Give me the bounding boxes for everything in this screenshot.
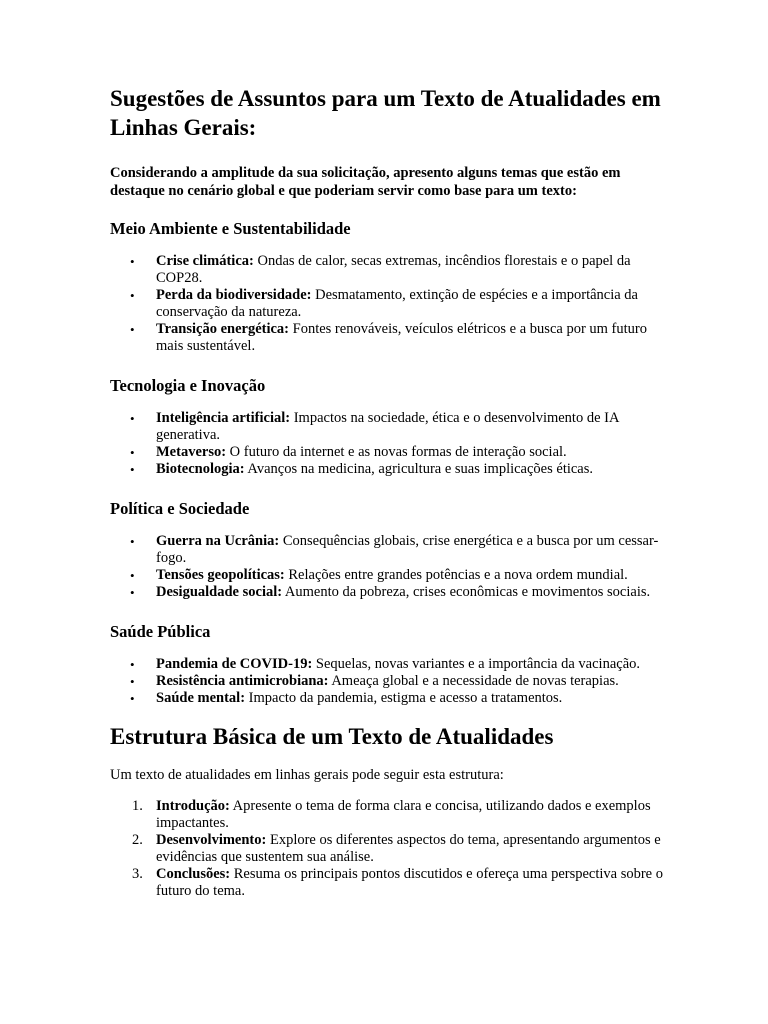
list-item — [110, 798, 670, 832]
bullet-icon: • — [130, 254, 135, 269]
list-number: 1. — [132, 798, 143, 814]
bullet-icon: • — [130, 585, 135, 600]
bullet-icon: • — [130, 657, 135, 672]
item-term: Crise climática: — [156, 253, 254, 269]
bullet-icon: • — [130, 445, 135, 460]
structure-heading: Estrutura Básica de um Texto de Atualidades — [110, 724, 554, 749]
item-term: Desigualdade social: — [156, 584, 283, 600]
item-text: Impactos na sociedade, ética e o desenvolvimento de IA generativa. — [156, 410, 619, 443]
list-item — [110, 567, 670, 584]
item-text: Fontes renováveis, veículos elétricos e a busca por um futuro mais sustentável. — [156, 321, 647, 354]
list-item — [110, 287, 670, 321]
bullet-icon: • — [130, 462, 135, 477]
item-text: O futuro da internet e as novas formas de interação social. — [226, 444, 567, 460]
item-term: Introdução: — [156, 798, 230, 814]
item-term: Metaverso: — [156, 444, 227, 460]
bullet-icon: • — [130, 534, 135, 549]
section-heading-saude: Saúde Pública — [110, 622, 211, 641]
item-text: Resuma os principais pontos discutidos e ofereça uma perspectiva sobre o futuro do tema. — [156, 866, 663, 899]
list-item — [110, 832, 670, 866]
list-item — [110, 673, 670, 690]
item-term: Conclusões: — [156, 866, 231, 882]
list-item — [110, 584, 670, 601]
list-item — [110, 253, 670, 287]
item-term: Guerra na Ucrânia: — [156, 533, 280, 549]
bullet-icon: • — [130, 411, 135, 426]
item-text: Avanços na medicina, agricultura e suas implicações éticas. — [244, 461, 594, 477]
list-item — [110, 461, 670, 478]
item-term: Resistência antimicrobiana: — [156, 673, 329, 689]
list-item — [110, 410, 670, 444]
item-term: Saúde mental: — [156, 690, 246, 706]
bullet-icon: • — [130, 691, 135, 706]
list-number: 2. — [132, 832, 143, 848]
bullet-icon: • — [130, 288, 135, 303]
item-text: Consequências globais, crise energética e a busca por um cessar-fogo. — [156, 533, 659, 566]
item-term: Biotecnologia: — [156, 461, 245, 477]
document-content — [110, 84, 670, 900]
item-text: Impacto da pandemia, estigma e acesso a tratamentos. — [245, 690, 563, 706]
section-heading-meio-ambiente: Meio Ambiente e Sustentabilidade — [110, 219, 351, 238]
intro-paragraph: Considerando a amplitude da sua solicitação, apresento alguns temas que estão em destaque no cenário global e que poderiam servir como base para um texto: — [110, 165, 621, 199]
bullet-icon: • — [130, 322, 135, 337]
section-heading-tecnologia: Tecnologia e Inovação — [110, 376, 266, 395]
item-term: Transição energética: — [156, 321, 290, 337]
item-text: Desmatamento, extinção de espécies e a importância da conservação da natureza. — [156, 287, 638, 320]
list-item — [110, 444, 670, 461]
item-term: Tensões geopolíticas: — [156, 567, 285, 583]
list-item — [110, 656, 670, 673]
section-heading-politica: Política e Sociedade — [110, 499, 250, 518]
item-text: Relações entre grandes potências e a nova ordem mundial. — [284, 567, 628, 583]
item-text: Explore os diferentes aspectos do tema, apresentando argumentos e evidências que sustentem sua análise. — [156, 832, 661, 865]
item-text: Apresente o tema de forma clara e concisa, utilizando dados e exemplos impactantes. — [156, 798, 651, 831]
item-text: Aumento da pobreza, crises econômicas e movimentos sociais. — [282, 584, 651, 600]
bullet-list-meio-ambiente — [110, 253, 670, 355]
page-title: Sugestões de Assuntos para um Texto de Atualidades em Linhas Gerais: — [110, 86, 661, 140]
list-number: 3. — [132, 866, 143, 882]
item-term: Desenvolvimento: — [156, 832, 267, 848]
item-text: Sequelas, novas variantes e a importância da vacinação. — [312, 656, 641, 672]
list-item — [110, 690, 670, 707]
numbered-list-structure — [110, 798, 670, 900]
item-text: Ameaça global e a necessidade de novas terapias. — [328, 673, 619, 689]
bullet-list-politica — [110, 533, 670, 601]
structure-intro: Um texto de atualidades em linhas gerais pode seguir esta estrutura: — [110, 767, 504, 783]
list-item — [110, 866, 670, 900]
list-item — [110, 533, 670, 567]
bullet-list-tecnologia — [110, 410, 670, 478]
item-term: Pandemia de COVID-19: — [156, 656, 313, 672]
item-term: Perda da biodiversidade: — [156, 287, 312, 303]
item-term: Inteligência artificial: — [156, 410, 291, 426]
bullet-icon: • — [130, 568, 135, 583]
list-item — [110, 321, 670, 355]
item-text: Ondas de calor, secas extremas, incêndios florestais e o papel da COP28. — [156, 253, 631, 286]
bullet-list-saude — [110, 656, 670, 707]
bullet-icon: • — [130, 674, 135, 689]
